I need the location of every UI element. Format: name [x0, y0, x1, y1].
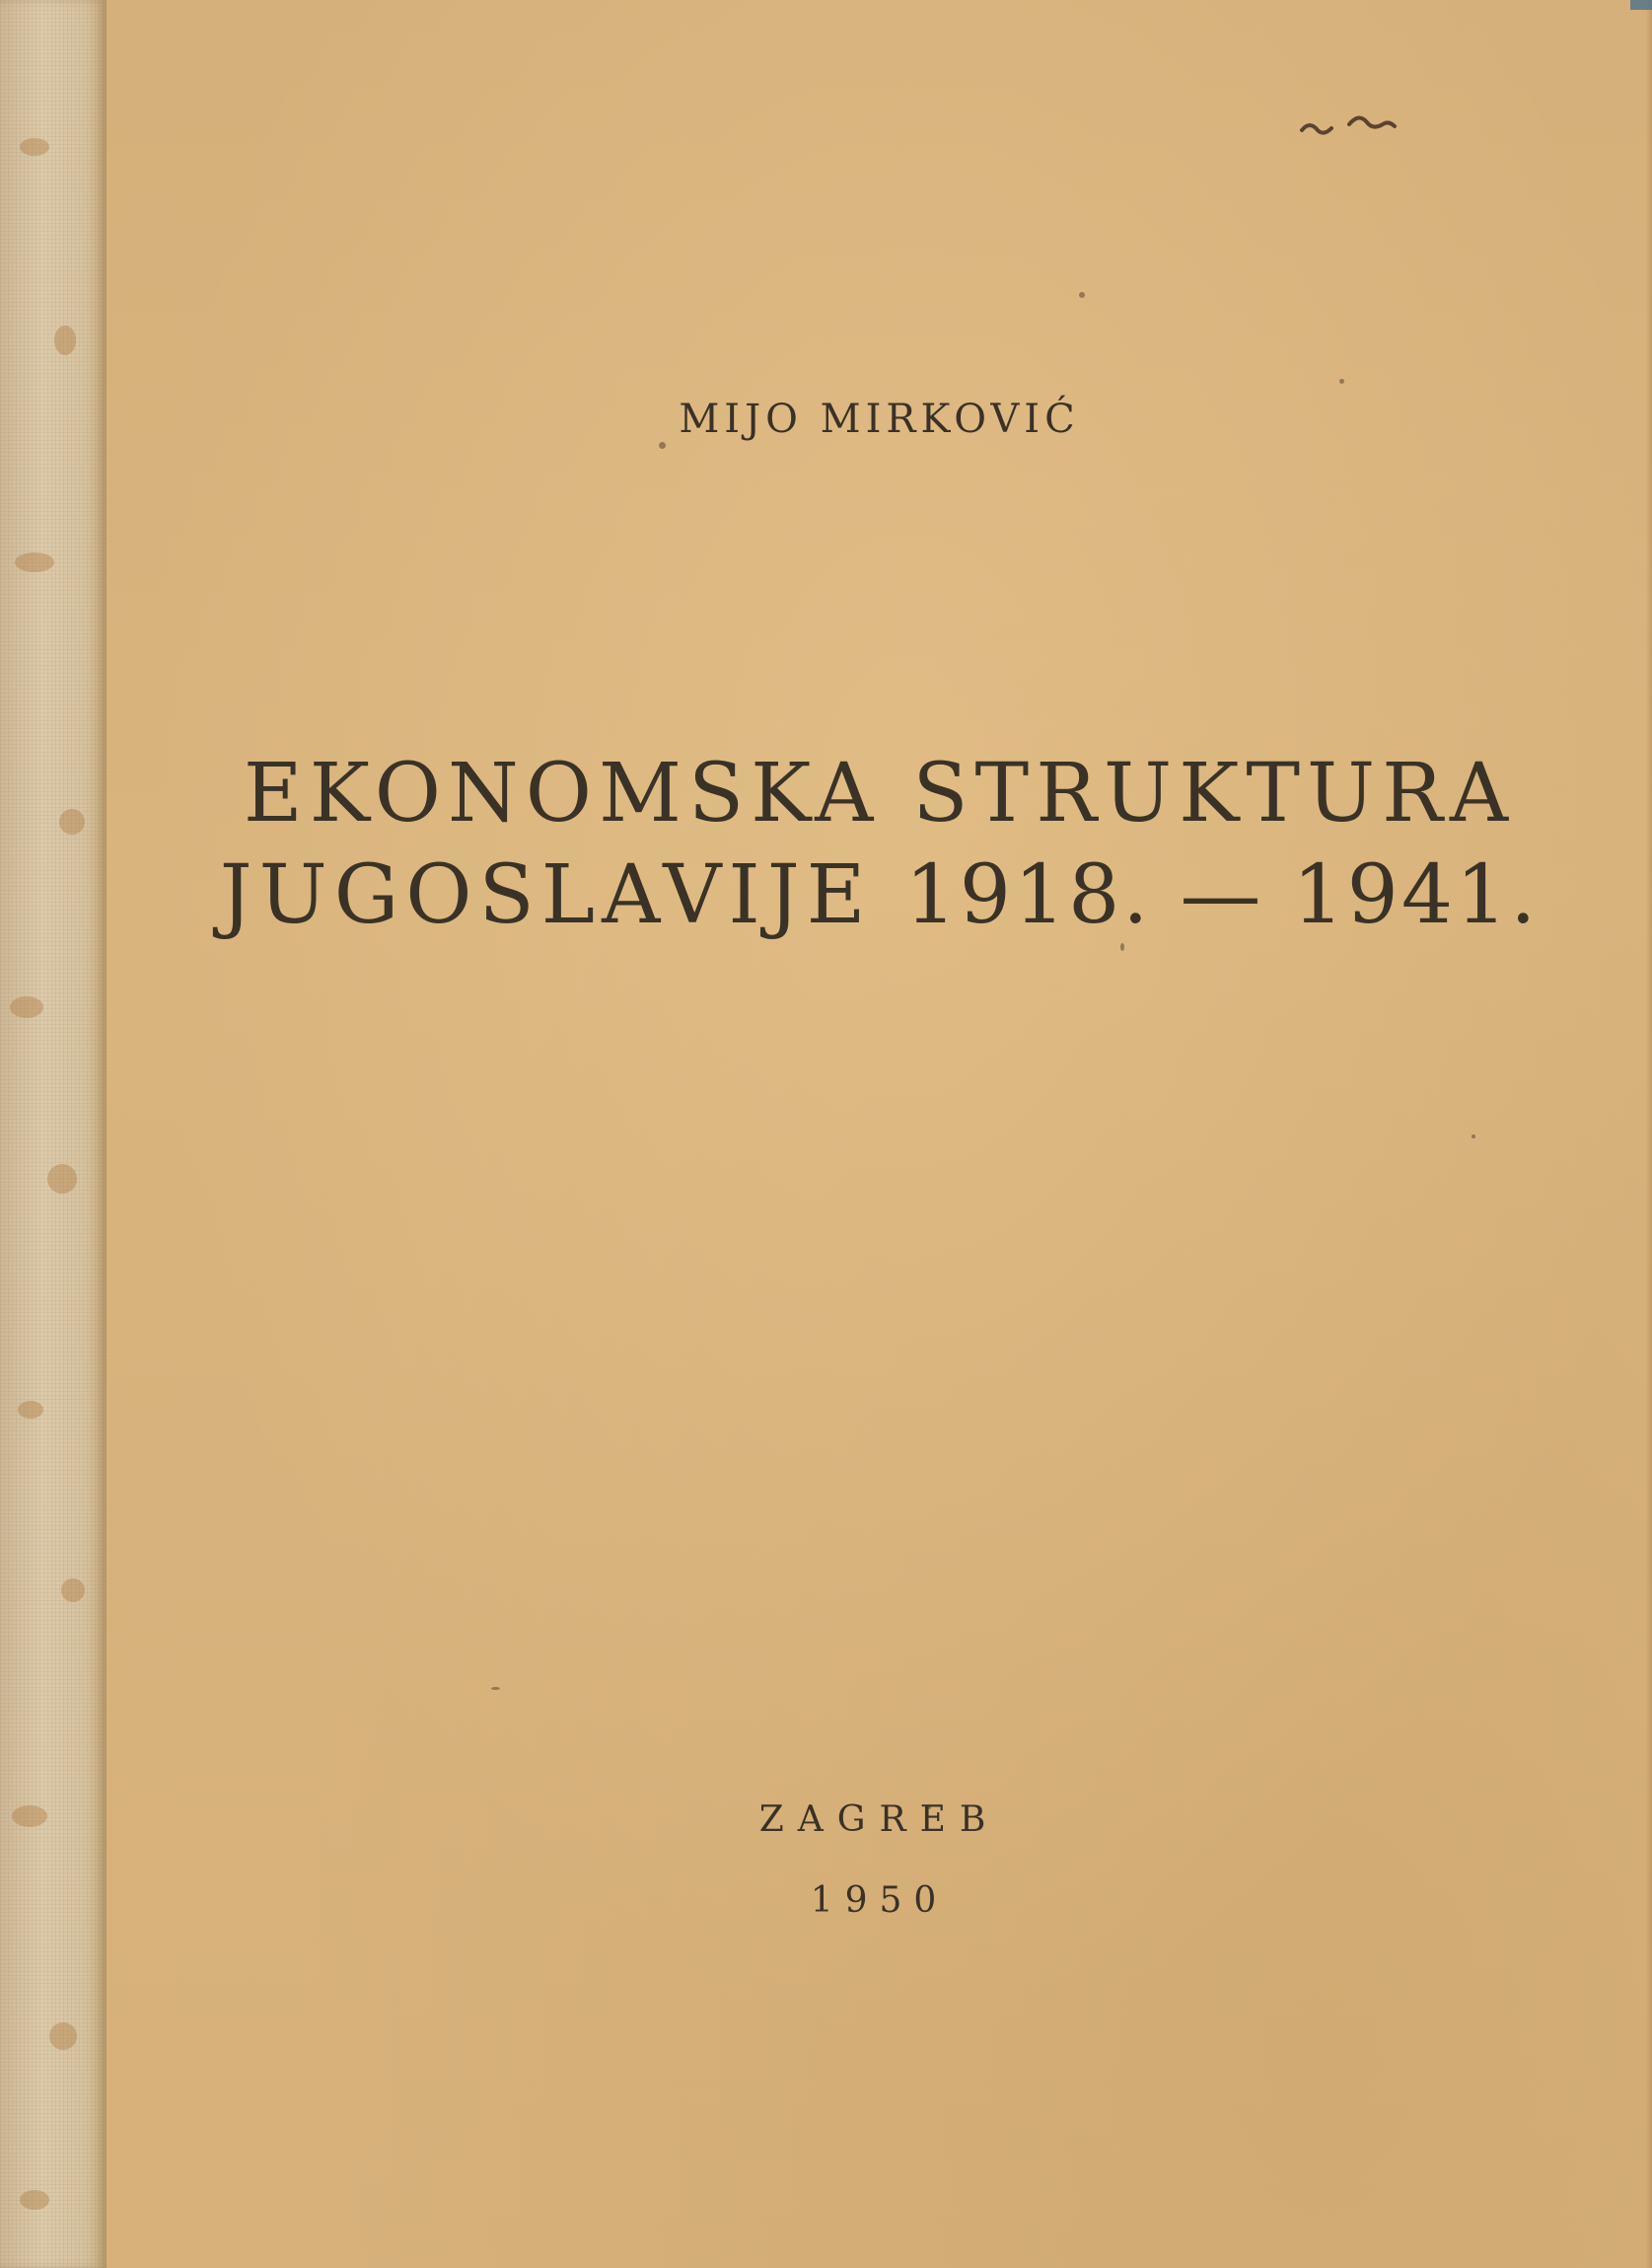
book-title-line-2	[107, 848, 1652, 942]
publication-year: 1950	[810, 1880, 949, 1921]
title-word: JUGOSLAVIJE	[219, 848, 873, 942]
cover-right-edge	[1646, 0, 1652, 2268]
author-name: MIJO MIRKOVIĆ	[679, 397, 1080, 442]
cloth-spine	[0, 0, 107, 2268]
ink-marks	[1292, 99, 1450, 158]
title-years: 1918. — 1941.	[904, 848, 1540, 942]
book-title-line-1: EKONOMSKA STRUKTURA	[243, 747, 1516, 841]
corner-mark	[1630, 0, 1652, 10]
publication-city: ZAGREB	[758, 1799, 1000, 1840]
